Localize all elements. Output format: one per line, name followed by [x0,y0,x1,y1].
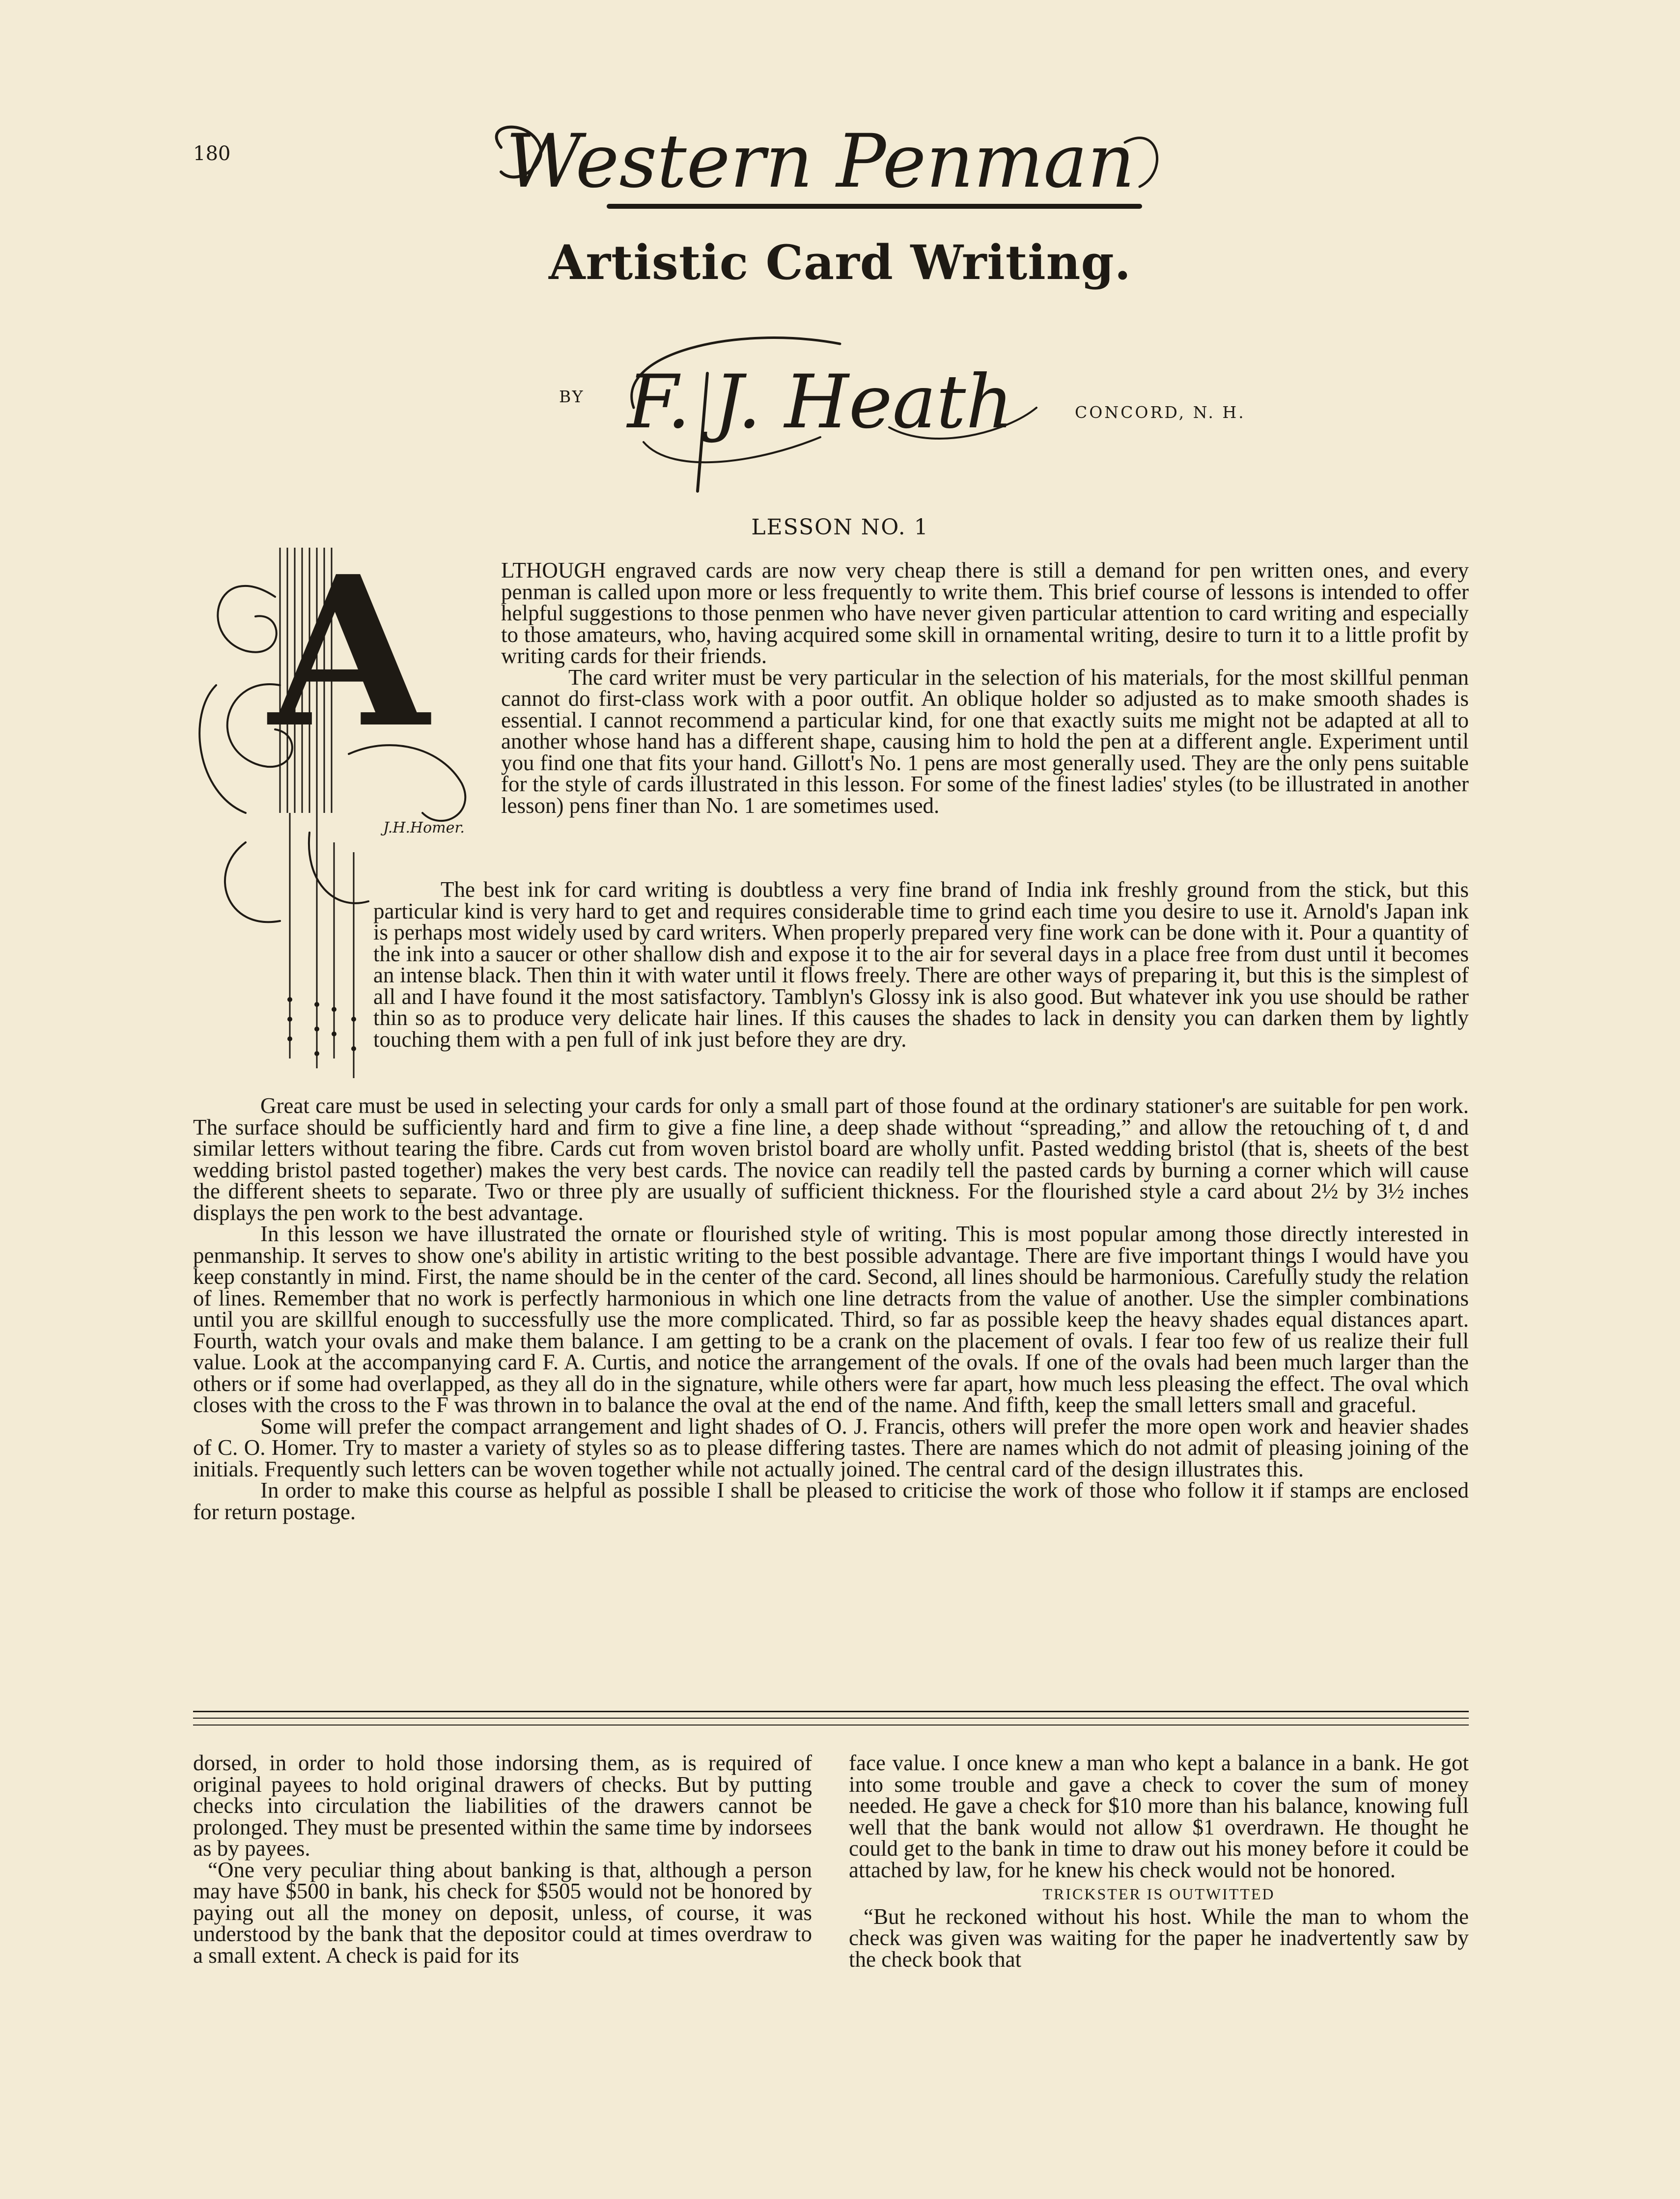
continued-paragraph: dorsed, in order to hold those indorsing them, as is required of original payees to hold original drawers of checks. But by putting checks into circulation the liabilities of the drawers cannot be prolonged. They must be presented within the same time by indorsees as by payees. [193,1751,812,1861]
continued-paragraph: “One very peculiar thing about banking is that, although a person may have $500 in bank, his check for $505 would not be honored by paying out all the money on deposit, unless, of course, it was understood by the bank that the depositor could at times overdraw to a small extent. A check is paid for its [193,1857,812,1968]
article-paragraph: The card writer must be very particular in the selection of his materials, for the most skillful penman cannot do first-class work with a poor outfit. An oblique holder so adjusted as to make smooth shades is essential. I cannot recommend a particular kind, for one that exactly suits me might not be adapted at all to another whose hand has a different shape, causing him to hold the pen at a different angle. Experiment until you find one that fits your hand. Gillott's No. 1 pens are most generally used. They are the only pens suitable for the style of cards illustrated in this lesson. For some of the finest ladies' styles (to be illustrated in another lesson) pens finer than No. 1 are sometimes used. [501,665,1469,818]
author-signature [614,314,1056,496]
article-column-full [193,1095,1469,1523]
masthead-logo [472,113,1169,221]
article-column-top [501,560,1469,816]
section-divider [193,1711,1469,1712]
page-number: 180 [193,142,231,165]
masthead-logo-text: Western Penman [505,119,1135,204]
article-column-middle [373,879,1469,1050]
article-paragraph: In order to make this course as helpful as possible I shall be pleased to criticise the work of those who follow it if stamps are enclosed for return postage. [193,1478,1469,1524]
article-title: Artistic Card Writing. [548,235,1132,290]
byline-place: CONCORD, N. H. [1075,403,1246,422]
continued-subheading: TRICKSTER IS OUTWITTED [1042,1885,1275,1903]
ornamental-initial-signature: J.H.Homer. [383,819,465,836]
section-divider [193,1725,1469,1726]
article-paragraph: Great care must be used in selecting your cards for only a small part of those found at the ordinary stationer's are suitable for pen work. The surface should be sufficiently hard and firm to give a fine line, a deep shade without “spreading,” and allow the retouching of t, d and similar letters without tearing the fibre. Cards cut from woven bristol board are wholly unfit. Pasted wedding bristol (that is, sheets of the best wedding bristol pasted together) makes the very best cards. The novice can readily tell the pasted cards by burning a corner which will cause the different sheets to separate. Two or three ply are usually of sufficient thickness. For the flourished style a card about 2½ by 3½ inches displays the pen work to the best advantage. [193,1093,1469,1225]
author-signature-text: F. J. Heath [627,360,1013,445]
continued-paragraph: face value. I once knew a man who kept a balance in a bank. He got into some trouble and gave a check to cover the sum of money needed. He gave a check for $10 more than his balance, knowing full well that the bank would not allow $1 overdrawn. He thought he could get to the bank in time to draw out his money before it could be attached by law, for he knew his check would not be honored. [849,1751,1469,1882]
continued-paragraph: “But he reckoned without his host. While the man to whom the check was given was waiting for the paper he inadvertently saw by the check book that [849,1904,1469,1972]
article-paragraph: Some will prefer the compact arrangement and light shades of O. J. Francis, others will prefer the more open work and heavier shades of C. O. Homer. Try to master a variety of styles so as to please differing tastes. There are names which do not admit of pleasing joining of the initials. Frequently such letters can be woven together while not actually joined. The central card of the design illustrates this. [193,1414,1469,1481]
continued-column-right [849,1753,1469,1970]
byline-by: BY [559,387,585,406]
continued-column-left [193,1753,812,1966]
lesson-heading: LESSON NO. 1 [751,515,929,540]
section-divider [193,1718,1469,1719]
article-paragraph: In this lesson we have illustrated the ornate or flourished style of writing. This is most popular among those directly interested in penmanship. It serves to show one's ability in artistic writing to the best possible advantage. There are five important things I would have you keep constantly in mind. First, the name should be in the center of the card. Second, all lines should be harmonious. Carefully study the relation of lines. Remember that no work is perfectly harmonious in which one line detracts from the value of another. Use the simpler combinations until you are skillful enough to successfully use the more complicated. Third, so far as possible keep the heavy shades equal distances apart. Fourth, watch your ovals and make them balance. I am getting to be a crank on the placement of ovals. I fear too few of us realize their full value. Look at the accompanying card F. A. Curtis, and notice the arrangement of the ovals. If one of the ovals had been much larger than the others or if some had overlapped, as they all do in the signature, while others were far apart, how much less pleasing the effect. The oval which closes with the cross to the F was thrown in to balance the oval at the end of the name. And fifth, keep the small letters small and graceful. [193,1222,1469,1417]
ornamental-initial-letter: A [269,538,429,774]
article-paragraph: The best ink for card writing is doubtless a very fine brand of India ink freshly ground from the stick, but this particular kind is very hard to get and requires considerable time to grind each time you desire to use it. Arnold's Japan ink is perhaps most widely used by card writers. When properly prepared very fine work can be done with it. Pour a quantity of the ink into a saucer or other shallow dish and expose it to the air for several days in a place free from dust until it becomes an intense black. Then thin it with water until it flows freely. There are other ways of preparing it, but this is the simplest of all and I have found it the most satisfactory. Tamblyn's Glossy ink is also good. But whatever ink you use should be rather thin so as to produce very delicate hair lines. If this causes the shades to lack in density you can darken them by lightly touching them with a pen full of ink just before they are dry. [373,877,1469,1052]
article-paragraph: LTHOUGH engraved cards are now very cheap there is still a demand for pen written ones, and every penman is called upon more or less frequently to write them. This brief course of lessons is intended to offer helpful suggestions to those penmen who have never given particular attention to card writing and especially to those amateurs, who, having acquired some skill in ornamental writing, desire to turn it to a little profit by writing cards for their friends. [501,558,1469,668]
